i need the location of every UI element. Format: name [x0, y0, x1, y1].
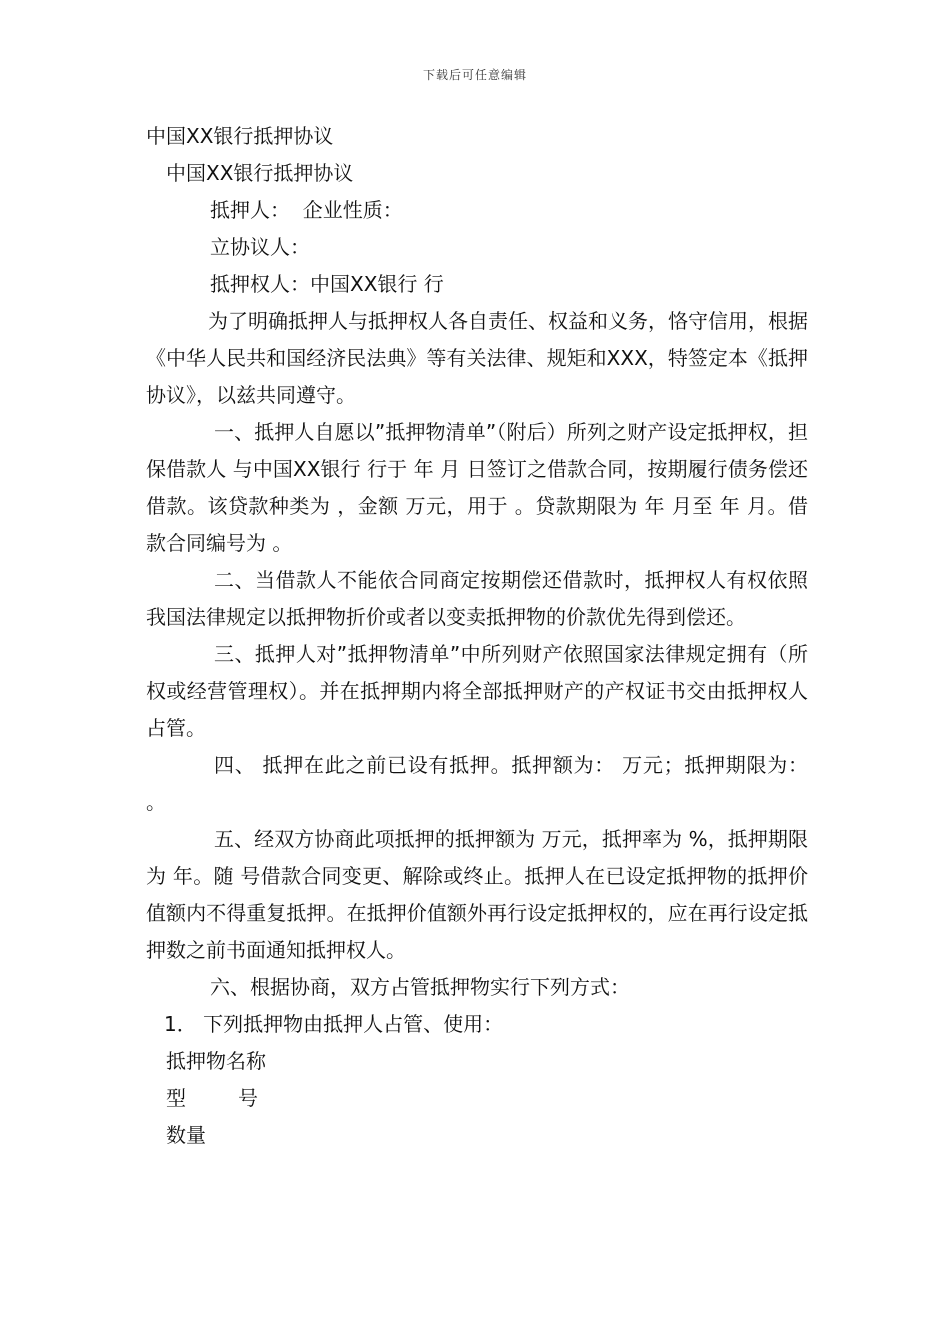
preamble-paragraph: 为了明确抵押人与抵押权人各自责任、权益和义务，恪守信用，根据《中华人民共和国经济民法典》等有关法律、规矩和XXX，特签定本《抵押协议》，以兹共同遵守。 — [146, 309, 808, 407]
document-title: 中国XX银行抵押协议 — [146, 124, 334, 148]
field-quantity: 数量 — [166, 1123, 206, 1147]
clause-2: 二、当借款人不能依合同商定按期偿还借款时，抵押权人有权依照我国法律规定以抵押物折价或者以变卖抵押物的价款优先得到偿还。 — [146, 568, 808, 629]
clause-3: 三、抵押人对”抵押物清单”中所列财产依照国家法律规定拥有（所 权或经营管理权）。并在抵押期内将全部抵押财产的产权证书交由抵押权人占管。 — [146, 642, 808, 740]
field-model — [146, 1080, 808, 1117]
sub-item-1: 1． 下列抵押物由抵押人占管、使用： — [164, 1012, 504, 1036]
mortgagee-line: 抵押权人：中国XX银行 行 — [210, 272, 444, 296]
header-note: 下载后可任意编辑 — [422, 68, 527, 82]
mortgagor-line: 抵押人： 企业性质： — [210, 198, 403, 222]
field-model-char-2: 号 — [238, 1086, 258, 1110]
field-collateral-name: 抵押物名称 — [166, 1049, 266, 1073]
document-subtitle: 中国XX银行抵押协议 — [166, 161, 354, 185]
field-model-char-1: 型 — [166, 1086, 186, 1110]
clause-1: 一、抵押人自愿以”抵押物清单”（附后）所列之财产设定抵押权，担保借款人 与中国XX银行 行于 年 月 日签订之借款合同，按期履行债务偿还借款。该贷款种类为 ，金额 万元，用于 。贷款期限为 年 月至 年 月。借款合同编号为 。 — [146, 420, 808, 555]
clause-6: 六、根据协商，双方占管抵押物实行下列方式： — [210, 975, 630, 999]
clause-4: 四、 抵押在此之前已设有抵押。抵押额为： 万元；抵押期限为： 。 — [146, 753, 808, 814]
signatory-line: 立协议人： — [210, 235, 310, 259]
clause-5: 五、经双方协商此项抵押的抵押额为 万元，抵押率为 %，抵押期限为 年。随 号借款合同变更、解除或终止。抵押人在已设定抵押物的抵押价值额内不得重复抵押。在抵押价值额外再行设定抵押权的，应在再行设定抵押数之前书面通知抵押权人。 — [146, 827, 808, 962]
document-body — [146, 118, 808, 1154]
